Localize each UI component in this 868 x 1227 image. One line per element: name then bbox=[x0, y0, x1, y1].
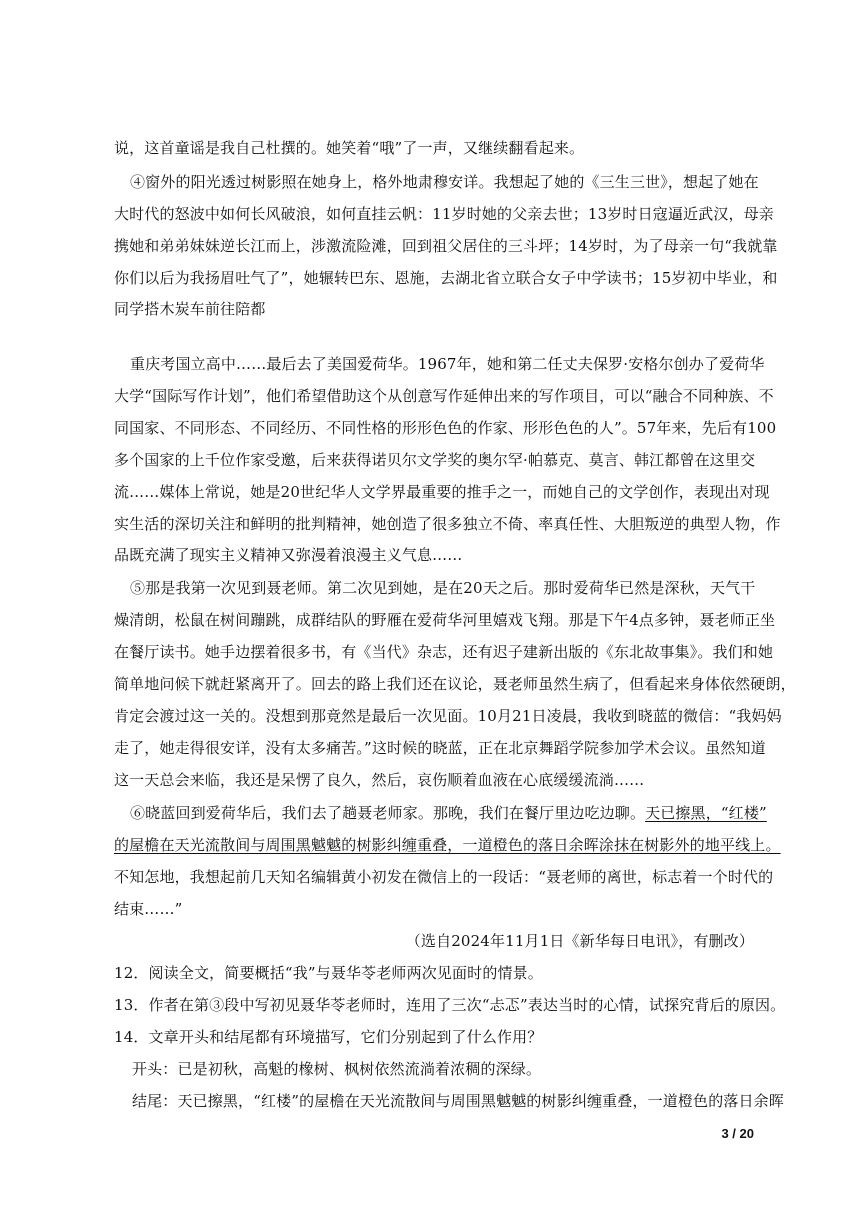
text-line: 在餐厅读书。她手边摆着很多书，有《当代》杂志，还有迟子建新出版的《东北故事集》。我们和她 bbox=[114, 643, 774, 661]
text-line: 说，这首童谣是我自己杜撰的。她笑着“哦”了一声，又继续翻看起来。 bbox=[114, 139, 585, 157]
text-line: 携她和弟弟妹妹逆长江而上，涉激流险滩，回到祖父居住的三斗坪；14岁时，为了母亲一句“我就靠 bbox=[114, 237, 778, 255]
answer-line: 开头：已是初秋，高魁的橡树、枫树依然流淌着浓稠的深绿。 bbox=[132, 1060, 542, 1078]
text-line: ⑤那是我第一次见到聂老师。第二次见到她，是在20天之后。那时爱荷华已然是深秋，天气干 bbox=[130, 579, 756, 597]
text-line bbox=[130, 803, 767, 823]
text-line: ④窗外的阳光透过树影照在她身上，格外地肃穆安详。我想起了她的《三生三世》，想起了她在 bbox=[130, 173, 759, 191]
text-line: 同学搭木炭车前往陪都 bbox=[114, 300, 266, 318]
text-line: 重庆考国立高中……最后去了美国爱荷华。1967年，她和第二任丈夫保罗·安格尔创办了爱荷华 bbox=[130, 355, 765, 373]
text-line: 燥清朗，松鼠在树间蹦跳，成群结队的野雁在爱荷华河里嬉戏飞翔。那是下午4点多钟，聂老师正坐 bbox=[114, 611, 776, 629]
text-line: 你们以后为我扬眉吐气了”，她辗转巴东、恩施，去湖北省立联合女子中学读书；15岁初中毕业，和 bbox=[114, 269, 778, 287]
text-line: 同国家、不同形态、不同经历、不同性格的形形色色的作家、形形色色的人”。57年来，先后有100 bbox=[114, 419, 777, 437]
text-line: 实生活的深切关注和鲜明的批判精神，她创造了很多独立不倚、率真任性、大胆叛逆的典型人物，作 bbox=[114, 515, 781, 533]
source-citation: （选自2024年11月1日《新华每日电讯》，有删改） bbox=[405, 932, 754, 950]
text-segment: ⑥晓蓝回到爱荷华后，我们去了趟聂老师家。那晚，我们在餐厅里边吃边聊。 bbox=[130, 804, 646, 822]
text-line: 品既充满了现实主义精神又弥漫着浪漫主义气息…… bbox=[114, 546, 463, 564]
question-12: 12．阅读全文，简要概括“我”与聂华苓老师两次见面时的情景。 bbox=[114, 964, 543, 982]
text-line: 大时代的怒波中如何长风破浪，如何直挂云帆：11岁时她的父亲去世；13岁时日寇逼近武汉，母亲 bbox=[114, 205, 774, 223]
text-line: 简单地问候下就赶紧离开了。回去的路上我们还在议论，聂老师虽然生病了，但看起来身体依然硬朗， bbox=[114, 675, 796, 693]
text-line: 不知怎地，我想起前几天知名编辑黄小初发在微信上的一段话：“聂老师的离世，标志着一个时代的 bbox=[114, 868, 774, 886]
text-line: 大学“国际写作计划”，他们希望借助这个从创意写作延伸出来的写作项目，可以“融合不同种族、不 bbox=[114, 387, 774, 405]
answer-line: 结尾：天已擦黑，“红楼”的屋檐在天光流散间与周围黑魆魆的树影纠缠重叠，一道橙色的落日余晖 bbox=[132, 1092, 784, 1110]
underlined-text: 天已擦黑，“红楼” bbox=[645, 804, 767, 822]
question-13: 13．作者在第③段中写初见聂华苓老师时，连用了三次“忐忑”表达当时的心情，试探究背后的原因。 bbox=[114, 996, 786, 1014]
text-line: 走了，她走得很安详，没有太多痛苦。”这时候的晓蓝，正在北京舞蹈学院参加学术会议。虽然知道 bbox=[114, 739, 766, 757]
text-line: 流……媒体上常说，她是20世纪华人文学界最重要的推手之一，而她自己的文学创作，表现出对现 bbox=[114, 483, 770, 501]
page-number: 3 / 20 bbox=[721, 1126, 754, 1141]
text-line: 这一天总会来临，我还是呆愣了良久，然后，哀伤顺着血液在心底缓缓流淌…… bbox=[114, 771, 645, 789]
question-14: 14．文章开头和结尾都有环境描写，它们分别起到了什么作用？ bbox=[114, 1028, 543, 1046]
text-line: 多个国家的上千位作家受邀，后来获得诺贝尔文学奖的奥尔罕·帕慕克、莫言、韩江都曾在这里交 bbox=[114, 451, 756, 469]
text-line: 肯定会渡过这一关的。没想到那竟然是最后一次见面。10月21日凌晨，我收到晓蓝的微信：“我妈妈 bbox=[114, 707, 782, 725]
underlined-text: 的屋檐在天光流散间与周围黑魆魆的树影纠缠重叠，一道橙色的落日余晖涂抹在树影外的地平线上。 bbox=[114, 836, 781, 854]
text-line: 结束……” bbox=[114, 900, 183, 918]
